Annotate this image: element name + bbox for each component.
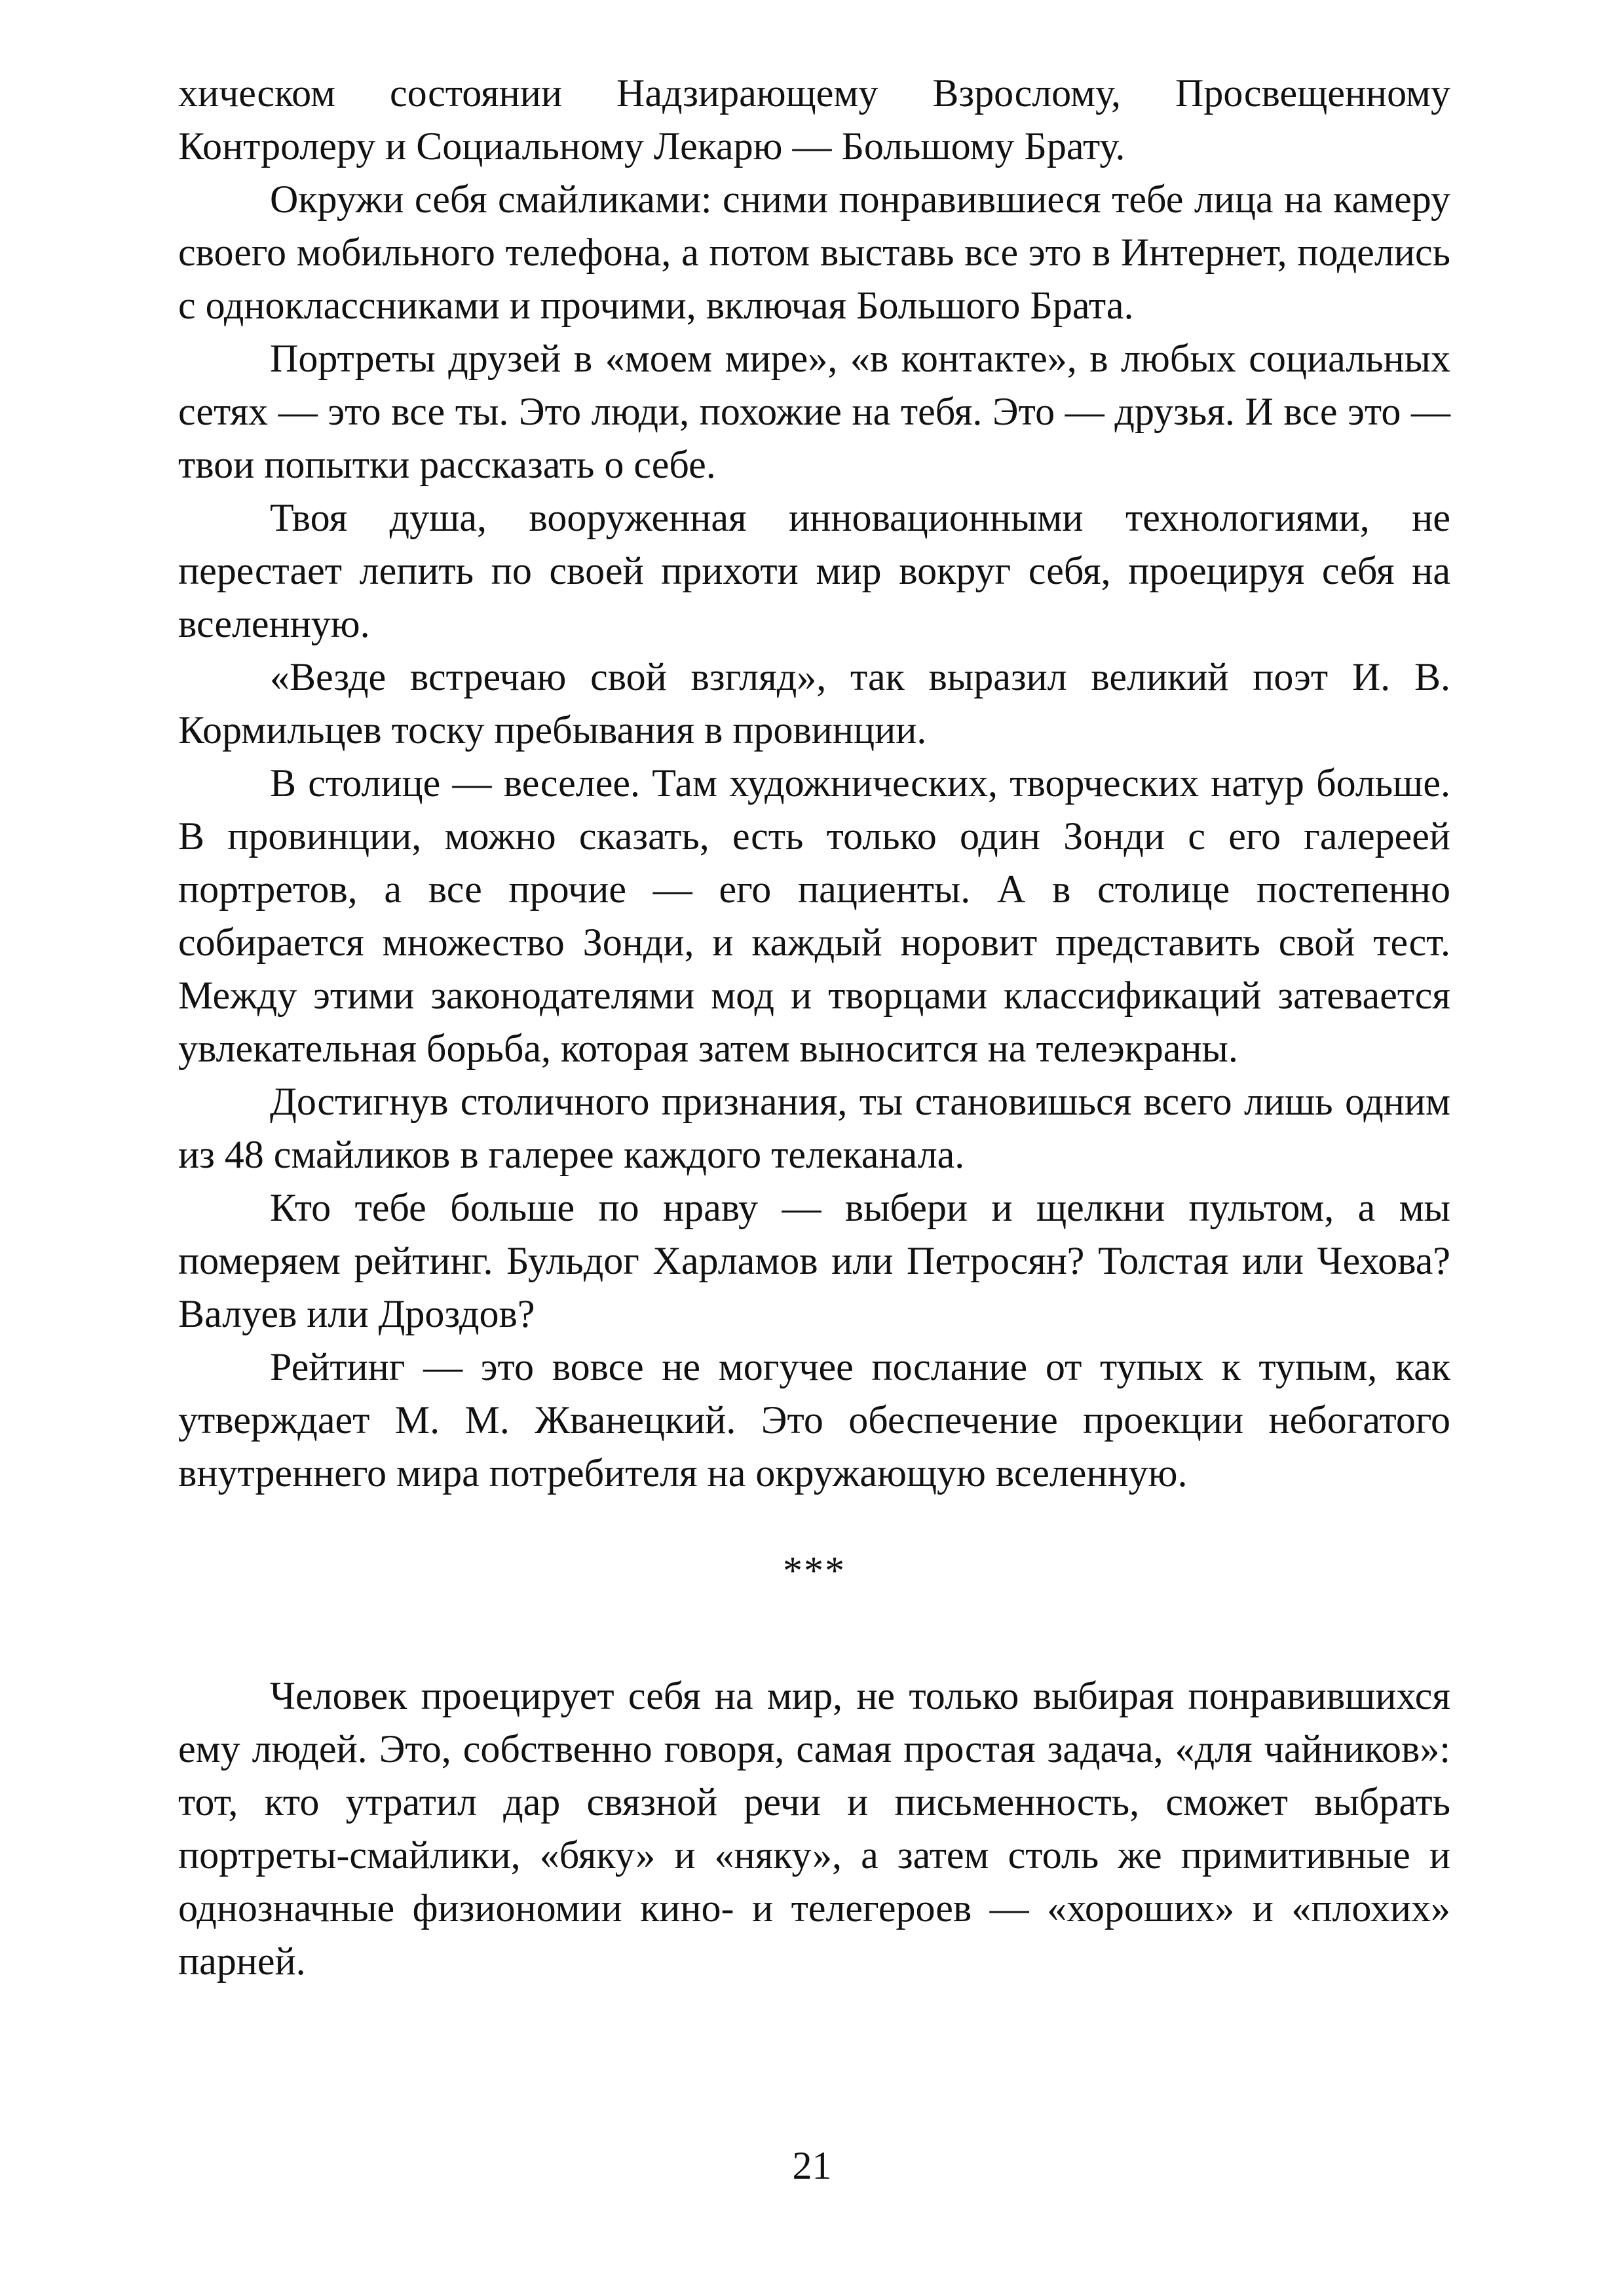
paragraph: Твоя душа, вооруженная инновационными технологиями, не перестает лепить по своей прихоти мир вокруг себя, проецируя себя на вселенную.	[178, 496, 1450, 645]
paragraph: Человек проецирует себя на мир, не только выбирая понравившихся ему людей. Это, собственно говоря, самая простая задача, «для чайников»: тот, кто утратил дар связной речи и письменность, сможет выбрать портреты-смайлики, «бяку» и «няку», а затем столь же примитивные и однозначные физиономии кино- и телегероев — «хороших» и «плохих» парней.	[178, 1674, 1450, 1983]
paragraph: Достигнув столичного признания, ты становишься всего лишь одним из 48 смайликов в галерее каждого телеканала.	[178, 1080, 1450, 1176]
body-text	[178, 67, 1450, 1988]
paragraph: хическом состоянии Надзирающему Взрослому, Просвещенному Контролеру и Социальному Лекарю — Большому Брату.	[178, 71, 1450, 168]
paragraph: Портреты друзей в «моем мире», «в контакте», в любых социальных сетях — это все ты. Это люди, похожие на тебя. Это — друзья. И все это — твои попытки рассказать о себе.	[178, 337, 1450, 486]
section-separator: ***	[783, 1549, 846, 1592]
paragraph: Рейтинг — это вовсе не могучее послание от тупых к тупым, как утверждает М. М. Жванецкий. Это обеспечение проекции небогатого внутреннего мира потребителя на окружающую вселенную.	[178, 1345, 1450, 1495]
paragraph: В столице — веселее. Там художнических, творческих натур больше. В провинции, можно сказать, есть только один Зонди с его галереей портретов, а все прочие — его пациенты. А в столице постепенно собирается множество Зонди, и каждый норовит представить свой тест. Между этими законодателями мод и творцами классификаций затевается увлекательная борьба, которая затем выносится на телеэкраны.	[178, 761, 1450, 1070]
paragraph: Кто тебе больше по нраву — выбери и щелкни пультом, а мы померяем рейтинг. Бульдог Харламов или Петросян? Толстая или Чехова? Валуев или Дроздов?	[178, 1186, 1450, 1335]
page-number: 21	[792, 2144, 832, 2187]
paragraph: «Везде встречаю свой взгляд», так выразил великий поэт И. В. Кормильцев тоску пребывания в провинции.	[178, 655, 1450, 752]
paragraph: Окружи себя смайликами: сними понравившиеся тебе лица на камеру своего мобильного телефона, а потом выставь все это в Интернет, поделись с одноклассниками и прочими, включая Большого Брата.	[178, 178, 1450, 327]
